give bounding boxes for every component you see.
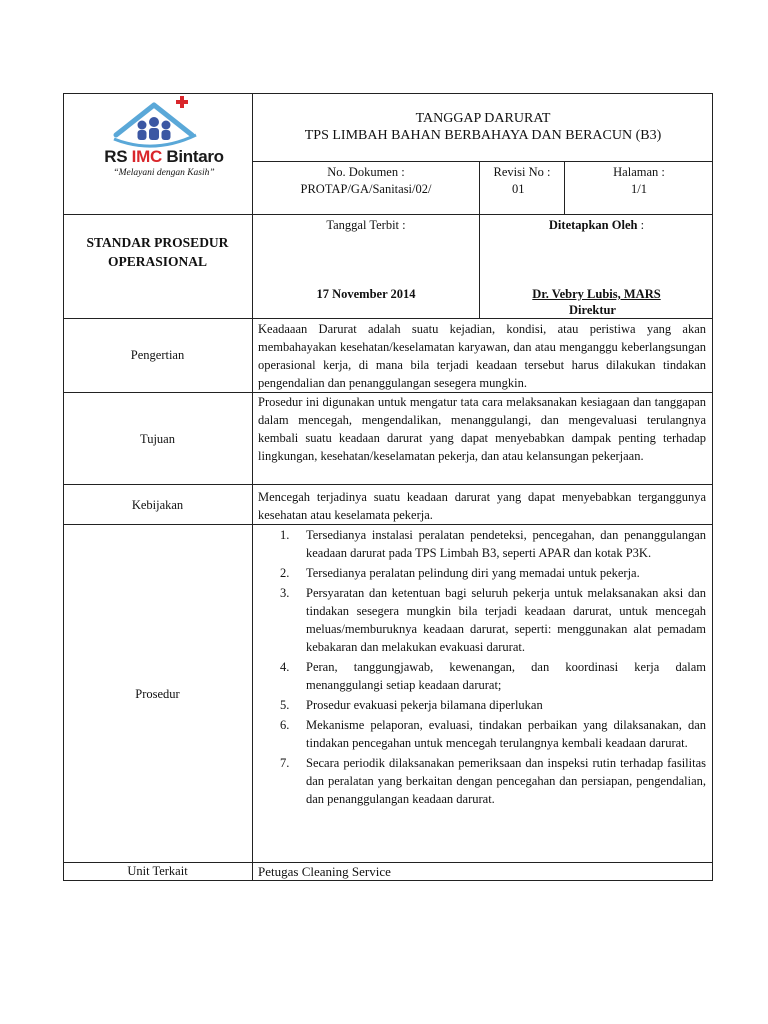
- unit-label: Unit Terkait: [127, 864, 188, 878]
- divider: [252, 93, 253, 881]
- tujuan-text: Prosedur ini digunakan untuk mengatur tata cara melaksanakan kesiagaan dan tanggapan dalam mencegah, mengendalikan, menanggulangi, dan mengevaluasi terulangnya kembali suatu keadaan darurat yang dapat menyebabkan dampak penting terhadap lingkungan, kesehatan/keselamatan pekerja, dan atau kelansungan pekerjaan.: [258, 395, 706, 463]
- list-item: 5. Prosedur evakuasi pekerja bilamana diperlukan: [280, 698, 543, 712]
- approved-by-label: Ditetapkan Oleh: [548, 218, 638, 232]
- signer-title: Direktur: [569, 303, 616, 317]
- divider: [252, 161, 713, 162]
- divider: [63, 524, 713, 525]
- divider: [63, 484, 713, 485]
- kebijakan-label: Kebijakan: [131, 498, 184, 512]
- tujuan-label: Tujuan: [140, 432, 175, 446]
- prosedur-list: [258, 526, 706, 810]
- kebijakan-text: Mencegah terjadinya suatu keadaan darurat yang dapat menyebabkan terganggunya kesehatan atau keselamata pekerja.: [258, 490, 706, 522]
- list-item: 7. Secara periodik dilaksanakan pemeriksaan dan inspeksi rutin terhadap fasilitas dan peralatan yang berkaitan dengan pencegahan dan persiapan, pengendalian, dan penanggulangan keadaan darurat.: [280, 756, 706, 806]
- page-label: Halaman :: [613, 165, 665, 179]
- signer-name: Dr. Vebry Lubis, MARS: [532, 287, 661, 301]
- pengertian-text: Keadaaan Darurat adalah suatu kejadian, kondisi, atau peristiwa yang akan membahayakan kesehatan/keselamatan karyawan, dan atau menganggu keberlangsungan operasional kerja, di mana bila terjadi keadaan tersebut harus dilakukan tindakan pengendalian dan penanggulangan sesegera mungkin.: [258, 322, 706, 390]
- approved-by-colon: :: [637, 218, 645, 232]
- logo-tagline: “Melayani dengan Kasih”: [113, 168, 215, 178]
- page-value: 1/1: [631, 182, 647, 196]
- sop-label-line1: STANDAR PROSEDUR: [86, 235, 229, 250]
- revision-value: 01: [512, 182, 525, 196]
- list-item: 4. Peran, tanggungjawab, kewenangan, dan koordinasi kerja dalam menanggulangi setiap keadaan darurat;: [280, 660, 706, 692]
- revision-label: Revisi No :: [493, 165, 551, 179]
- issue-date-label: Tanggal Terbit :: [326, 218, 406, 232]
- doc-title-line1: TANGGAP DARURAT: [415, 111, 551, 126]
- pengertian-label: Pengertian: [130, 348, 185, 362]
- list-item: 2. Tersedianya peralatan pelindung diri yang memadai untuk pekerja.: [280, 566, 640, 580]
- doc-number-value: PROTAP/GA/Sanitasi/02/: [300, 182, 432, 196]
- list-item: 6. Mekanisme pelaporan, evaluasi, tindakan perbaikan yang dilaksanakan, dan tindakan pencegahan untuk mencegah terulangnya kembali keadaan darurat.: [280, 718, 706, 750]
- sop-label-line2: OPERASIONAL: [107, 254, 207, 269]
- doc-title-line2: TPS LIMBAH BAHAN BERBAHAYA DAN BERACUN (B3): [304, 128, 662, 143]
- approved-by: [480, 216, 713, 234]
- logo-name: RS IMC Bintaro: [104, 147, 224, 166]
- issue-date-value: 17 November 2014: [316, 287, 416, 301]
- prosedur-label: Prosedur: [135, 687, 180, 701]
- divider: [63, 214, 713, 215]
- doc-number-label: No. Dokumen :: [327, 165, 405, 179]
- unit-text: Petugas Cleaning Service: [258, 864, 391, 879]
- list-item: 3. Persyaratan dan ketentuan bagi seluruh pekerja untuk melaksanakan aksi dan tindakan sesegera mungkin bila terjadi keadaan darurat, untuk mencegah meluas/memburuknya keadaan darurat, seperti: menggunakan alat pemadam kebakaran dan melakukan evakuasi darurat.: [280, 586, 706, 654]
- hospital-logo: [92, 95, 252, 185]
- list-item: 1. Tersedianya instalasi peralatan pendeteksi, pencegahan, dan penanggulangan keadaan darurat pada TPS Limbah B3, seperti APAR dan kotak P3K.: [280, 528, 706, 560]
